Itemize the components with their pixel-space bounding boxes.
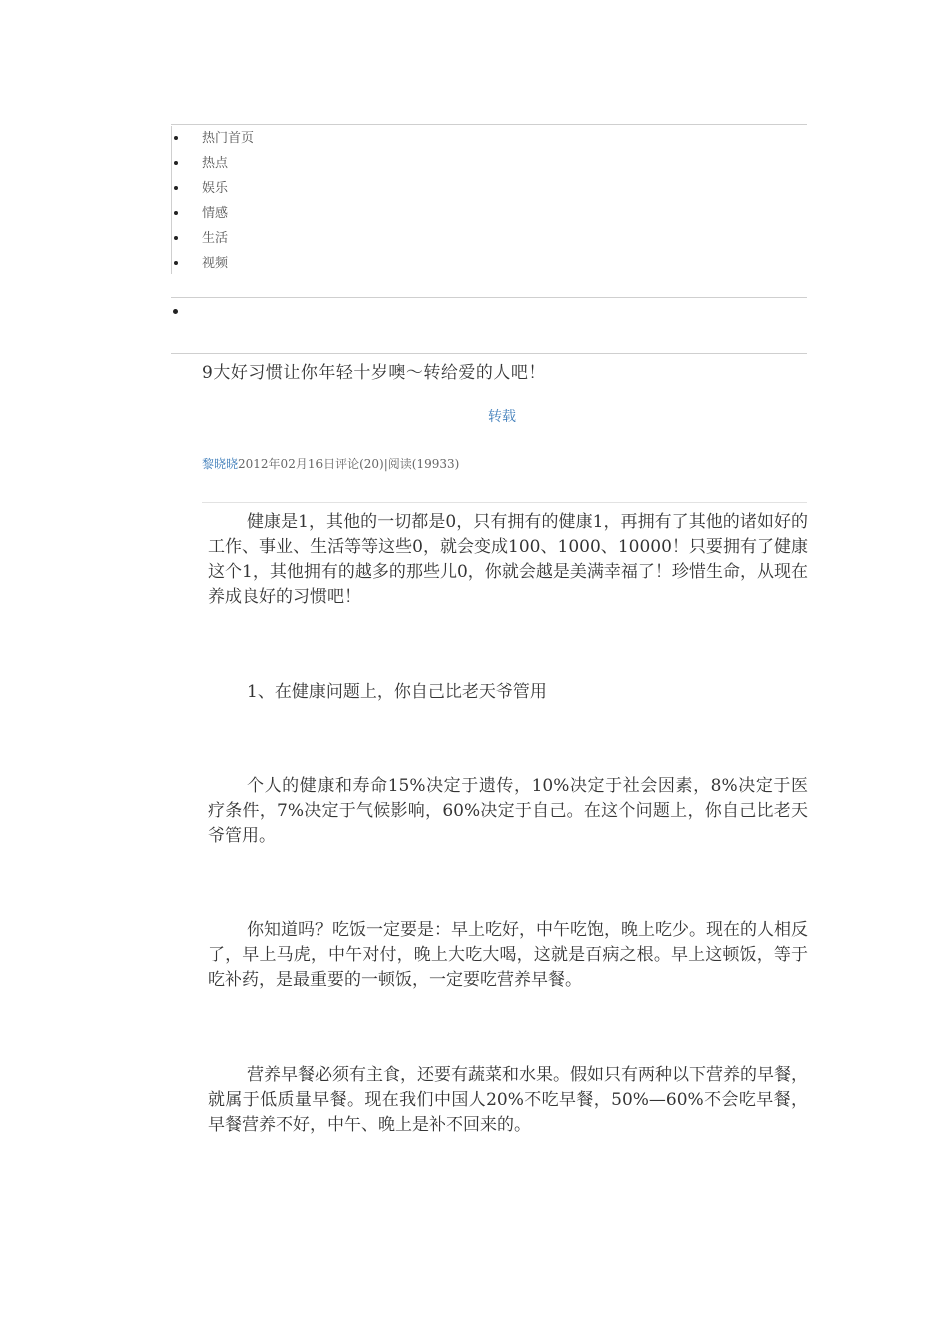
nav-item-emotion[interactable] (172, 204, 292, 226)
bullet-icon (173, 309, 178, 314)
nav-item-label[interactable]: 热点 (202, 156, 229, 171)
meta-separator: | (383, 457, 388, 471)
top-divider (171, 124, 807, 125)
nav-item-video[interactable] (172, 254, 292, 276)
paragraph-text: 营养早餐必须有主食，还要有蔬菜和水果。假如只有两种以下营养的早餐，就属于低质量早餐。现在我们中国人20%不吃早餐，50%—60%不会吃早餐，早餐营养不好，中午、晚上是补不回来的。 (208, 1065, 808, 1135)
article-paragraph (208, 510, 808, 610)
page-title: 9大好习惯让你年轻十岁噢～转给爱的人吧！ (202, 363, 546, 383)
nav-item-home[interactable] (172, 129, 292, 151)
bullet-icon (174, 236, 178, 240)
repost-link[interactable]: 转载 (488, 409, 516, 425)
author-link[interactable]: 黎晓晓 (202, 457, 239, 471)
nav-item-label[interactable]: 生活 (202, 231, 229, 246)
meta-divider (202, 502, 807, 503)
nav-item-label[interactable]: 热门首页 (202, 131, 255, 146)
bullet-icon (174, 261, 178, 265)
nav-item-label[interactable]: 娱乐 (202, 181, 229, 196)
article-paragraph (208, 918, 808, 993)
article-paragraph (208, 774, 808, 849)
paragraph-text: 你知道吗？吃饭一定要是：早上吃好，中午吃饱，晚上吃少。现在的人相反了，早上马虎，中午对付，晚上大吃大喝，这就是百病之根。早上这顿饭，等于吃补药，是最重要的一顿饭，一定要吃营养早餐。 (208, 920, 808, 990)
reads-count: 阅读(19933) (387, 457, 460, 471)
nav-item-entertainment[interactable] (172, 179, 292, 201)
paragraph-text: 个人的健康和寿命15%决定于遗传，10%决定于社会因素，8%决定于医疗条件，7%决定于气候影响，60%决定于自己。在这个问题上，你自己比老天爷管用。 (208, 776, 808, 846)
bullet-icon (174, 161, 178, 165)
nav-divider (171, 297, 807, 298)
paragraph-text: 健康是1，其他的一切都是0，只有拥有的健康1，再拥有了其他的诸如好的工作、事业、生活等等这些0，就会变成100、1000、10000！只要拥有了健康这个1，其他拥有的越多的那些儿0，你就会越是美满幸福了！珍惜生命，从现在养成良好的习惯吧！ (208, 512, 808, 607)
nav-item-life[interactable] (172, 229, 292, 251)
bullet-icon (174, 211, 178, 215)
nav-item-label[interactable]: 视频 (202, 256, 229, 271)
article-meta (202, 455, 459, 473)
section-heading (208, 680, 808, 705)
bullet-icon (174, 136, 178, 140)
header-divider (171, 353, 807, 354)
article-paragraph (208, 1063, 808, 1138)
nav-menu (171, 126, 272, 274)
post-date: 2012年02月16日 (238, 457, 336, 471)
bullet-icon (174, 186, 178, 190)
nav-item-label[interactable]: 情感 (202, 206, 229, 221)
heading-text: 1、在健康问题上，你自己比老天爷管用 (247, 682, 547, 702)
nav-item-hot[interactable] (172, 154, 292, 176)
comments-link[interactable]: 评论(20) (335, 457, 384, 471)
